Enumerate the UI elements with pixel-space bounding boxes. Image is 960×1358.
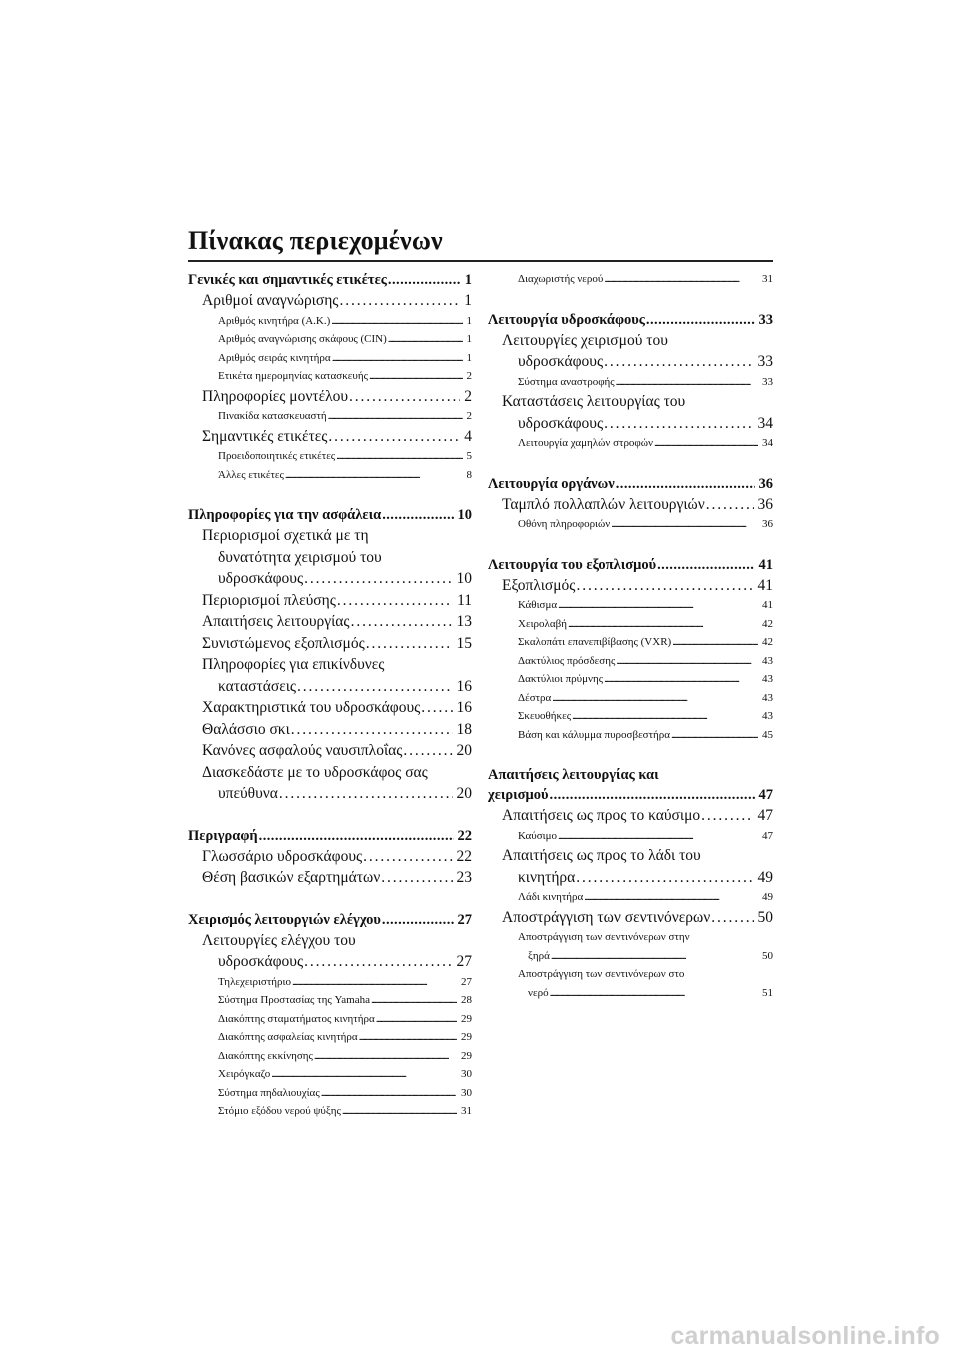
dot-leader	[550, 984, 758, 1003]
dot-leader	[304, 568, 452, 590]
section-spacer	[488, 744, 773, 765]
dot-leader	[279, 783, 453, 805]
toc-entry-title: υδροσκάφους	[218, 953, 304, 970]
toc-entry-title: Κάθισμα	[518, 599, 558, 611]
toc-entry-title: υδροσκάφους	[518, 414, 604, 432]
toc-page-number: 23	[456, 869, 472, 886]
toc-entry-title: υπεύθυνα	[218, 785, 278, 802]
toc-page-number: 34	[757, 414, 773, 432]
toc-page-number: 2	[464, 387, 472, 405]
toc-page-number: 33	[762, 375, 773, 388]
dot-leader	[616, 652, 758, 671]
toc-entry-level-2[interactable]	[488, 907, 773, 929]
toc-entry-level-1[interactable]	[488, 785, 773, 805]
toc-entry-title: Σημαντικές ετικέτες	[202, 427, 328, 445]
toc-page-number: 36	[757, 495, 773, 513]
dot-leader	[646, 310, 755, 330]
toc-entry-title: Κανόνες ασφαλούς ναυσιπλοΐας	[202, 742, 403, 759]
toc-page-number: 22	[456, 847, 472, 865]
section-spacer	[188, 484, 472, 505]
toc-page-number: 34	[762, 437, 773, 449]
toc-entry-level-1[interactable]	[488, 310, 773, 330]
dot-leader	[349, 386, 460, 408]
dot-leader	[388, 270, 461, 290]
toc-entry-title: Χειρολαβή	[518, 617, 567, 630]
toc-entry-level-2[interactable]	[188, 426, 472, 448]
dot-leader	[671, 726, 758, 745]
toc-entry-title: Λειτουργία του εξοπλισμού	[488, 556, 657, 573]
toc-entry-title: Σκευοθήκες	[518, 710, 572, 722]
dot-leader	[568, 615, 758, 634]
toc-entry-level-2[interactable]	[488, 351, 773, 373]
section-spacer	[188, 805, 472, 826]
toc-entry-title: Γλωσσάριο υδροσκάφους	[202, 847, 363, 865]
toc-entry-title: Δέστρα	[518, 691, 552, 704]
toc-entry-title: Περιορισμοί σχετικά με τη	[202, 527, 369, 544]
toc-page-number: 49	[757, 868, 773, 886]
toc-entry-level-3[interactable]	[188, 407, 472, 426]
dot-leader	[321, 1084, 457, 1103]
toc-entry-title: Πληροφορίες μοντέλου	[202, 387, 349, 405]
section-spacer	[488, 453, 773, 474]
toc-page-number: 47	[757, 807, 773, 824]
toc-entry-level-3[interactable]	[188, 1065, 472, 1084]
toc-page-number: 22	[457, 827, 472, 844]
toc-entry-title: Συνιστώμενος εξοπλισμός	[202, 634, 365, 652]
toc-page-number: 16	[456, 699, 472, 716]
toc-page-number: 43	[762, 691, 773, 704]
dot-leader	[376, 1010, 457, 1029]
toc-entry-title: Βάση και κάλυμμα πυροσβεστήρα	[518, 728, 671, 741]
toc-entry-level-3[interactable]	[488, 928, 773, 947]
toc-entry-level-3[interactable]	[488, 827, 773, 846]
toc-entry-level-1[interactable]	[188, 505, 472, 525]
toc-entry-level-3[interactable]	[188, 991, 472, 1010]
toc-entry-title: Λειτουργία υδροσκάφους	[488, 311, 645, 328]
toc-entry-level-3[interactable]	[488, 596, 773, 615]
dot-leader	[328, 407, 463, 426]
dot-leader	[572, 707, 758, 726]
toc-entry-level-3[interactable]	[188, 312, 472, 331]
toc-entry-title: Αριθμός σειράς κινητήρα	[218, 351, 331, 364]
toc-entry-level-3[interactable]	[488, 270, 773, 289]
toc-entry-level-3[interactable]	[188, 1028, 472, 1047]
toc-entry-title: ξηρά	[528, 949, 550, 962]
toc-entry-level-2[interactable]	[188, 676, 472, 698]
toc-entry-title: Αριθμοί αναγνώρισης	[202, 292, 339, 309]
toc-page-number: 15	[456, 634, 472, 652]
dot-leader	[604, 270, 758, 289]
dot-leader	[672, 633, 758, 652]
toc-entry-level-3[interactable]	[488, 965, 773, 984]
dot-leader	[558, 596, 758, 615]
toc-entry-level-3[interactable]	[488, 726, 773, 745]
toc-entry-level-3[interactable]	[488, 670, 773, 689]
toc-page-number: 50	[762, 949, 773, 962]
section-spacer	[188, 889, 472, 910]
toc-entry-level-3[interactable]	[188, 973, 472, 992]
dot-leader	[576, 867, 753, 889]
toc-entry-title: Χειρισμός λειτουργιών ελέγχου	[188, 911, 381, 928]
dot-leader	[363, 846, 452, 868]
dot-leader	[604, 413, 753, 435]
toc-page-number: 41	[758, 556, 773, 573]
toc-entry-title: Καταστάσεις λειτουργίας του	[502, 393, 686, 410]
toc-entry-title: καταστάσεις	[218, 677, 297, 695]
toc-entry-level-2[interactable]	[188, 590, 472, 612]
toc-page-number: 30	[461, 1086, 472, 1099]
toc-entry-title: υδροσκάφους	[518, 353, 604, 370]
toc-page-number: 28	[461, 994, 472, 1006]
toc-entry-level-2[interactable]	[488, 413, 773, 435]
toc-entry-level-3[interactable]	[188, 1084, 472, 1103]
toc-page-number: 4	[464, 427, 472, 445]
dot-leader	[388, 330, 463, 349]
toc-entry-title: Σύστημα αναστροφής	[518, 375, 615, 388]
dot-leader	[336, 447, 462, 466]
toc-entry-level-3[interactable]	[188, 466, 472, 485]
dot-leader	[271, 1065, 457, 1084]
toc-entry-level-2[interactable]	[188, 697, 472, 719]
toc-entry-title: Απαιτήσεις ως προς το λάδι του	[502, 847, 701, 864]
toc-entry-title: Λειτουργίες ελέγχου του	[202, 931, 356, 949]
toc-entry-title: νερό	[528, 986, 549, 999]
dot-leader	[292, 973, 457, 992]
toc-page-number: 13	[456, 613, 472, 630]
dot-leader	[711, 907, 753, 929]
toc-page-number: 27	[461, 975, 472, 988]
toc-entry-title: Στόμιο εξόδου νερού ψύξης	[218, 1105, 341, 1117]
toc-page-number: 45	[762, 728, 773, 741]
dot-leader	[369, 367, 463, 386]
toc-page-number: 5	[466, 450, 472, 462]
toc-entry-level-3[interactable]	[488, 633, 773, 652]
toc-entry-level-2[interactable]	[188, 867, 472, 889]
toc-entry-level-2[interactable]	[488, 494, 773, 516]
toc-entry-level-3[interactable]	[488, 515, 773, 534]
toc-entry-title: Διακόπτης ασφαλείας κινητήρα	[218, 1031, 358, 1043]
toc-entry-level-2[interactable]	[188, 951, 472, 973]
toc-entry-title: δυνατότητα χειρισμού του	[218, 548, 382, 566]
toc-page-number: 36	[758, 475, 773, 492]
toc-page-number: 29	[461, 1049, 472, 1062]
dot-leader	[351, 611, 453, 633]
toc-entry-title: Δακτύλιοι πρύμνης	[518, 673, 604, 685]
toc-entry-level-1[interactable]	[188, 910, 472, 930]
toc-entry-level-2[interactable]	[188, 633, 472, 655]
toc-entry-level-2[interactable]	[188, 611, 472, 633]
toc-entry-level-3[interactable]	[488, 652, 773, 671]
toc-entry-level-2[interactable]	[488, 805, 773, 827]
toc-entry-title: Γενικές και σημαντικές ετικέτες	[188, 272, 387, 288]
dot-leader	[421, 697, 452, 719]
toc-page-number: 42	[762, 617, 773, 630]
toc-entry-title: Λάδι κινητήρα	[518, 891, 584, 903]
toc-entry-title: Διακόπτης εκκίνησης	[218, 1049, 313, 1062]
toc-entry-title: Διακόπτης σταματήματος κινητήρα	[218, 1012, 375, 1025]
dot-leader	[382, 505, 453, 525]
toc-page-number: 18	[456, 720, 472, 738]
toc-entry-title: Λειτουργία οργάνων	[488, 475, 615, 492]
toc-entry-title: Λειτουργίες χειρισμού του	[502, 331, 668, 349]
toc-page-number: 47	[762, 829, 773, 842]
dot-leader	[604, 670, 758, 689]
toc-entry-level-2[interactable]	[188, 930, 472, 952]
toc-entry-level-2[interactable]	[488, 330, 773, 352]
dot-leader	[285, 466, 463, 485]
toc-entry-title: Πινακίδα κατασκευαστή	[218, 410, 327, 422]
toc-page-number: 20	[456, 785, 472, 802]
toc-entry-title: Άλλες ετικέτες	[218, 468, 284, 481]
toc-page-number: 50	[757, 908, 773, 926]
dot-leader	[654, 434, 758, 453]
dot-leader	[337, 590, 453, 612]
toc-entry-level-2[interactable]	[188, 386, 472, 408]
toc-page-number: 10	[456, 570, 472, 587]
dot-leader	[359, 1028, 457, 1047]
dot-leader	[706, 494, 754, 516]
toc-entry-level-3[interactable]	[188, 330, 472, 349]
dot-leader	[616, 474, 755, 494]
toc-entry-level-3[interactable]	[488, 615, 773, 634]
toc-entry-level-3[interactable]	[488, 434, 773, 453]
toc-entry-title: Θέση βασικών εξαρτημάτων	[202, 869, 381, 886]
toc-entry-title: Απαιτήσεις ως προς το καύσιμο	[502, 807, 701, 824]
toc-page-number: 1	[466, 314, 472, 327]
toc-entry-level-1[interactable]	[488, 765, 773, 785]
toc-entry-level-2[interactable]	[188, 719, 472, 741]
toc-entry-level-2[interactable]	[188, 547, 472, 569]
toc-entry-title: Περιγραφή	[188, 827, 258, 844]
toc-page-number: 36	[762, 518, 773, 530]
toc-entry-level-3[interactable]	[488, 689, 773, 708]
section-spacer	[488, 289, 773, 310]
toc-entry-title: υδροσκάφους	[218, 570, 304, 587]
toc-entry-title: Εξοπλισμός	[502, 576, 576, 594]
toc-entry-level-2[interactable]	[488, 867, 773, 889]
dot-leader	[604, 351, 753, 373]
dot-leader	[550, 785, 755, 805]
toc-entry-title: Διασκεδάστε με το υδροσκάφος σας	[202, 763, 428, 781]
dot-leader	[332, 349, 463, 368]
toc-entry-title: Αριθμός αναγνώρισης σκάφους (CIN)	[218, 333, 387, 345]
toc-entry-level-3[interactable]	[188, 1102, 472, 1121]
dot-leader	[328, 426, 460, 448]
toc-entry-level-3[interactable]	[188, 447, 472, 466]
toc-entry-title: Αριθμός κινητήρα (Α.Κ.)	[218, 314, 331, 327]
title-rule	[188, 260, 773, 262]
dot-leader	[701, 805, 753, 827]
toc-entry-title: Αποστράγγιση των σεντινόνερων	[502, 908, 711, 926]
toc-page-number: 30	[461, 1068, 472, 1080]
toc-entry-level-2[interactable]	[188, 762, 472, 784]
toc-entry-title: Οθόνη πληροφοριών	[518, 518, 611, 530]
toc-entry-title: Ετικέτα ημερομηνίας κατασκευής	[218, 370, 368, 382]
dot-leader	[382, 910, 454, 930]
dot-leader	[304, 951, 452, 973]
toc-entry-level-2[interactable]	[188, 783, 472, 805]
toc-page-number: 51	[762, 986, 773, 999]
toc-page-number: 43	[762, 673, 773, 685]
toc-entry-title: κινητήρα	[518, 868, 576, 886]
toc-page-number: 43	[762, 710, 773, 722]
toc-entry-title: χειρισμού	[488, 787, 549, 803]
toc-entry-title: Θαλάσσιο σκι	[202, 720, 290, 738]
toc-entry-level-1[interactable]	[488, 474, 773, 494]
dot-leader	[314, 1047, 457, 1066]
dot-leader	[551, 947, 758, 966]
toc-entry-level-3[interactable]	[488, 707, 773, 726]
dot-leader	[259, 826, 454, 846]
toc-entry-title: Περιορισμοί πλεύσης	[202, 591, 336, 609]
toc-page-number: 41	[762, 599, 773, 611]
dot-leader	[381, 867, 452, 889]
dot-leader	[331, 312, 462, 331]
toc-entry-level-3[interactable]	[488, 984, 773, 1003]
page-title: Πίνακας περιεχομένων	[188, 226, 443, 255]
toc-page-number: 1	[464, 292, 472, 309]
toc-left-column	[188, 270, 472, 1121]
toc-page-number: 49	[762, 891, 773, 903]
toc-page-number: 8	[466, 468, 472, 481]
toc-page-number: 27	[456, 953, 472, 970]
toc-entry-title: Σκαλοπάτι επανεπιβίβασης (VXR)	[518, 636, 672, 648]
toc-page-number: 43	[762, 654, 773, 667]
dot-leader	[371, 991, 457, 1010]
toc-right-column	[488, 270, 773, 1002]
dot-leader	[366, 633, 453, 655]
toc-entry-level-2[interactable]	[188, 846, 472, 868]
toc-page-number: 29	[461, 1031, 472, 1043]
toc-entry-level-2[interactable]	[188, 568, 472, 590]
toc-page-number: 33	[758, 311, 773, 328]
dot-leader	[611, 515, 758, 534]
toc-page-number: 1	[464, 272, 472, 288]
toc-entry-level-3[interactable]	[488, 373, 773, 392]
dot-leader	[584, 888, 758, 907]
toc-page-number: 10	[457, 507, 472, 523]
toc-entry-level-2[interactable]	[188, 654, 472, 676]
toc-entry-level-2[interactable]	[188, 740, 472, 762]
toc-entry-level-2[interactable]	[488, 391, 773, 413]
toc-entry-level-2[interactable]	[488, 845, 773, 867]
toc-entry-level-3[interactable]	[188, 1010, 472, 1029]
toc-entry-level-3[interactable]	[488, 888, 773, 907]
toc-entry-title: Αποστράγγιση των σεντινόνερων στην	[518, 931, 690, 943]
dot-leader	[342, 1102, 457, 1121]
toc-entry-title: Δακτύλιος πρόσδεσης	[518, 654, 616, 667]
toc-entry-title: Αποστράγγιση των σεντινόνερων στο	[518, 968, 685, 980]
toc-page-number: 42	[762, 636, 773, 648]
section-spacer	[488, 534, 773, 555]
toc-entry-title: Απαιτήσεις λειτουργίας	[202, 613, 350, 630]
toc-page-number: 41	[757, 576, 773, 594]
dot-leader	[657, 555, 754, 575]
dot-leader	[552, 689, 758, 708]
toc-entry-title: Διαχωριστής νερού	[518, 273, 604, 285]
toc-entry-level-1[interactable]	[188, 826, 472, 846]
dot-leader	[576, 575, 753, 597]
dot-leader	[291, 719, 453, 741]
toc-entry-title: Χαρακτηριστικά του υδροσκάφους	[202, 699, 421, 716]
toc-entry-level-2[interactable]	[188, 525, 472, 547]
toc-entry-title: Σύστημα Προστασίας της Yamaha	[218, 994, 370, 1006]
dot-leader	[403, 740, 452, 762]
toc-entry-title: Τηλεχειριστήριο	[218, 975, 291, 988]
toc-page-number: 33	[757, 353, 773, 370]
toc-page-number: 31	[461, 1105, 472, 1117]
toc-page-number: 20	[456, 742, 472, 759]
toc-entry-title: Πληροφορίες για επικίνδυνες	[202, 656, 385, 673]
toc-entry-title: Απαιτήσεις λειτουργίας και	[488, 767, 659, 783]
dot-leader	[558, 827, 758, 846]
toc-entry-level-3[interactable]	[188, 1047, 472, 1066]
toc-entry-title: Σύστημα πηδαλιουχίας	[218, 1086, 320, 1099]
toc-entry-title: Λειτουργία χαμηλών στροφών	[518, 437, 653, 449]
dot-leader	[297, 676, 452, 698]
toc-page-number: 1	[466, 351, 472, 364]
toc-page-number: 31	[762, 273, 773, 285]
toc-page-number: 16	[456, 677, 472, 695]
toc-page-number: 2	[466, 370, 472, 382]
toc-page-number: 27	[457, 911, 472, 928]
toc-entry-level-2[interactable]	[188, 290, 472, 312]
toc-entry-level-3[interactable]	[188, 367, 472, 386]
toc-entry-title: Καύσιμο	[518, 829, 558, 842]
toc-entry-title: Χειρόγκαζο	[218, 1068, 271, 1080]
dot-leader	[616, 373, 758, 392]
toc-page-number: 1	[466, 333, 472, 345]
toc-entry-level-2[interactable]	[488, 575, 773, 597]
toc-page-number: 2	[466, 410, 472, 422]
toc-entry-title: Πληροφορίες για την ασφάλεια	[188, 507, 382, 523]
watermark: carmanualsonline.info	[670, 1322, 940, 1350]
toc-entry-title: Προειδοποιητικές ετικέτες	[218, 450, 336, 462]
toc-entry-level-1[interactable]	[188, 270, 472, 290]
toc-entry-level-3[interactable]	[188, 349, 472, 368]
toc-page-number: 47	[758, 787, 773, 803]
toc-entry-level-3[interactable]	[488, 947, 773, 966]
toc-page-number: 29	[461, 1012, 472, 1025]
dot-leader	[339, 290, 460, 312]
toc-entry-level-1[interactable]	[488, 555, 773, 575]
toc-page-number: 11	[457, 591, 472, 609]
toc-entry-title: Ταμπλό πολλαπλών λειτουργιών	[502, 495, 705, 513]
